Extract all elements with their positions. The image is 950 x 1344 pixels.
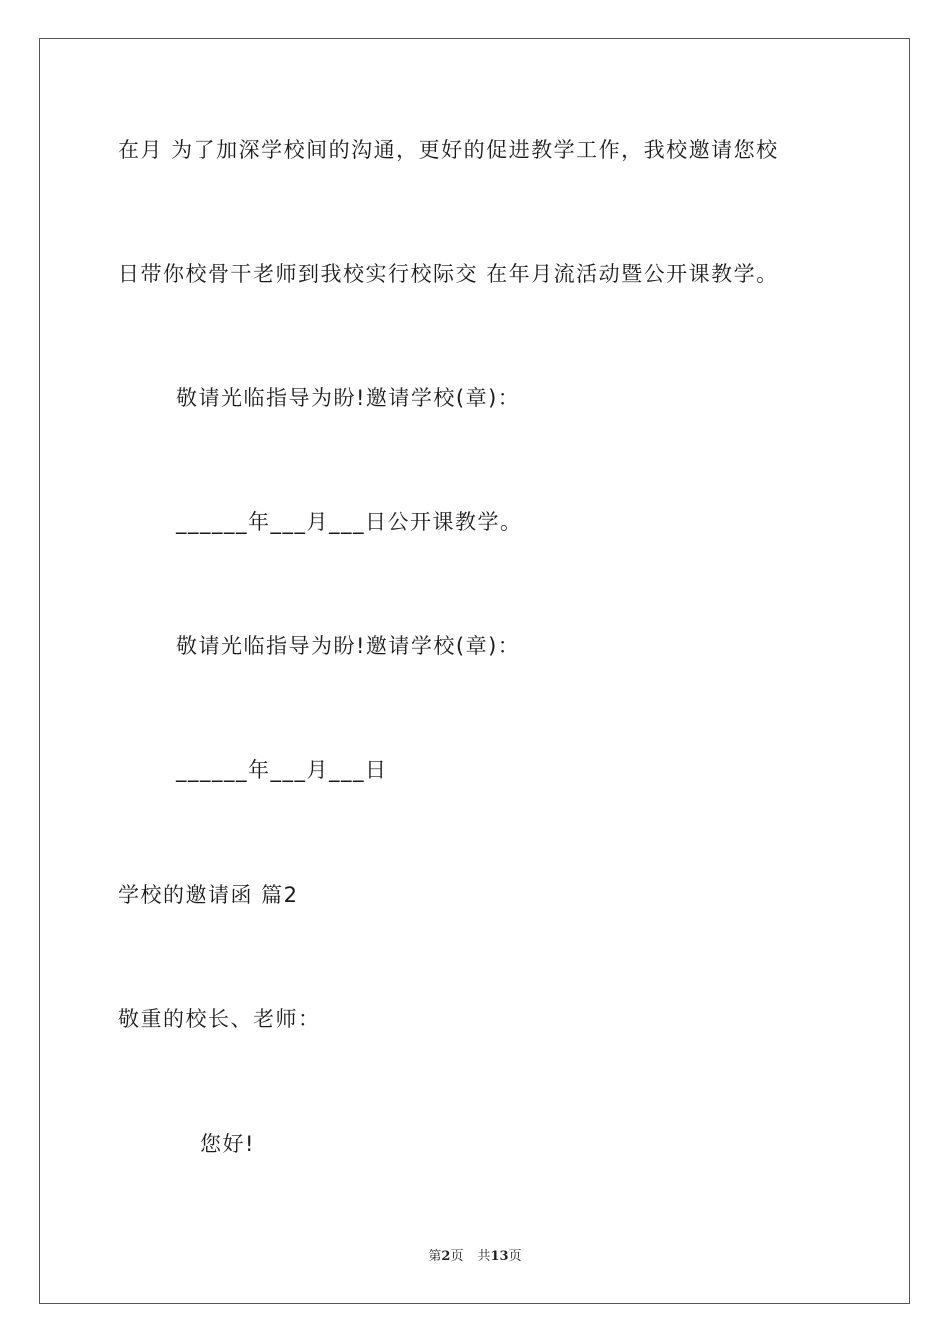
footer-page-prefix: 第 bbox=[428, 1249, 442, 1264]
footer-total-suffix: 页 bbox=[508, 1249, 522, 1264]
body-line-1: 在月 为了加深学校间的沟通，更好的促进教学工作，我校邀请您校 bbox=[118, 138, 779, 162]
greeting: 您好! bbox=[200, 1132, 255, 1156]
section-heading: 学校的邀请函 篇2 bbox=[118, 883, 299, 907]
page-footer bbox=[0, 1248, 950, 1266]
footer-page-number: 2 bbox=[441, 1249, 451, 1264]
invitation-closing-2: 敬请光临指导为盼!邀请学校(章)： bbox=[176, 634, 521, 658]
date-line-1: ______年___月___日公开课教学。 bbox=[176, 510, 523, 534]
body-line-2: 日带你校骨干老师到我校实行校际交 在年月流活动暨公开课教学。 bbox=[118, 262, 779, 286]
page-border bbox=[39, 38, 910, 1304]
footer-total-pages: 13 bbox=[490, 1249, 509, 1264]
invitation-closing-1: 敬请光临指导为盼!邀请学校(章)： bbox=[176, 386, 521, 410]
salutation: 敬重的校长、老师： bbox=[118, 1007, 321, 1031]
footer-total-prefix: 共 bbox=[477, 1249, 491, 1264]
footer-page-suffix: 页 bbox=[450, 1249, 464, 1264]
date-line-2: ______年___月___日 bbox=[176, 758, 388, 782]
